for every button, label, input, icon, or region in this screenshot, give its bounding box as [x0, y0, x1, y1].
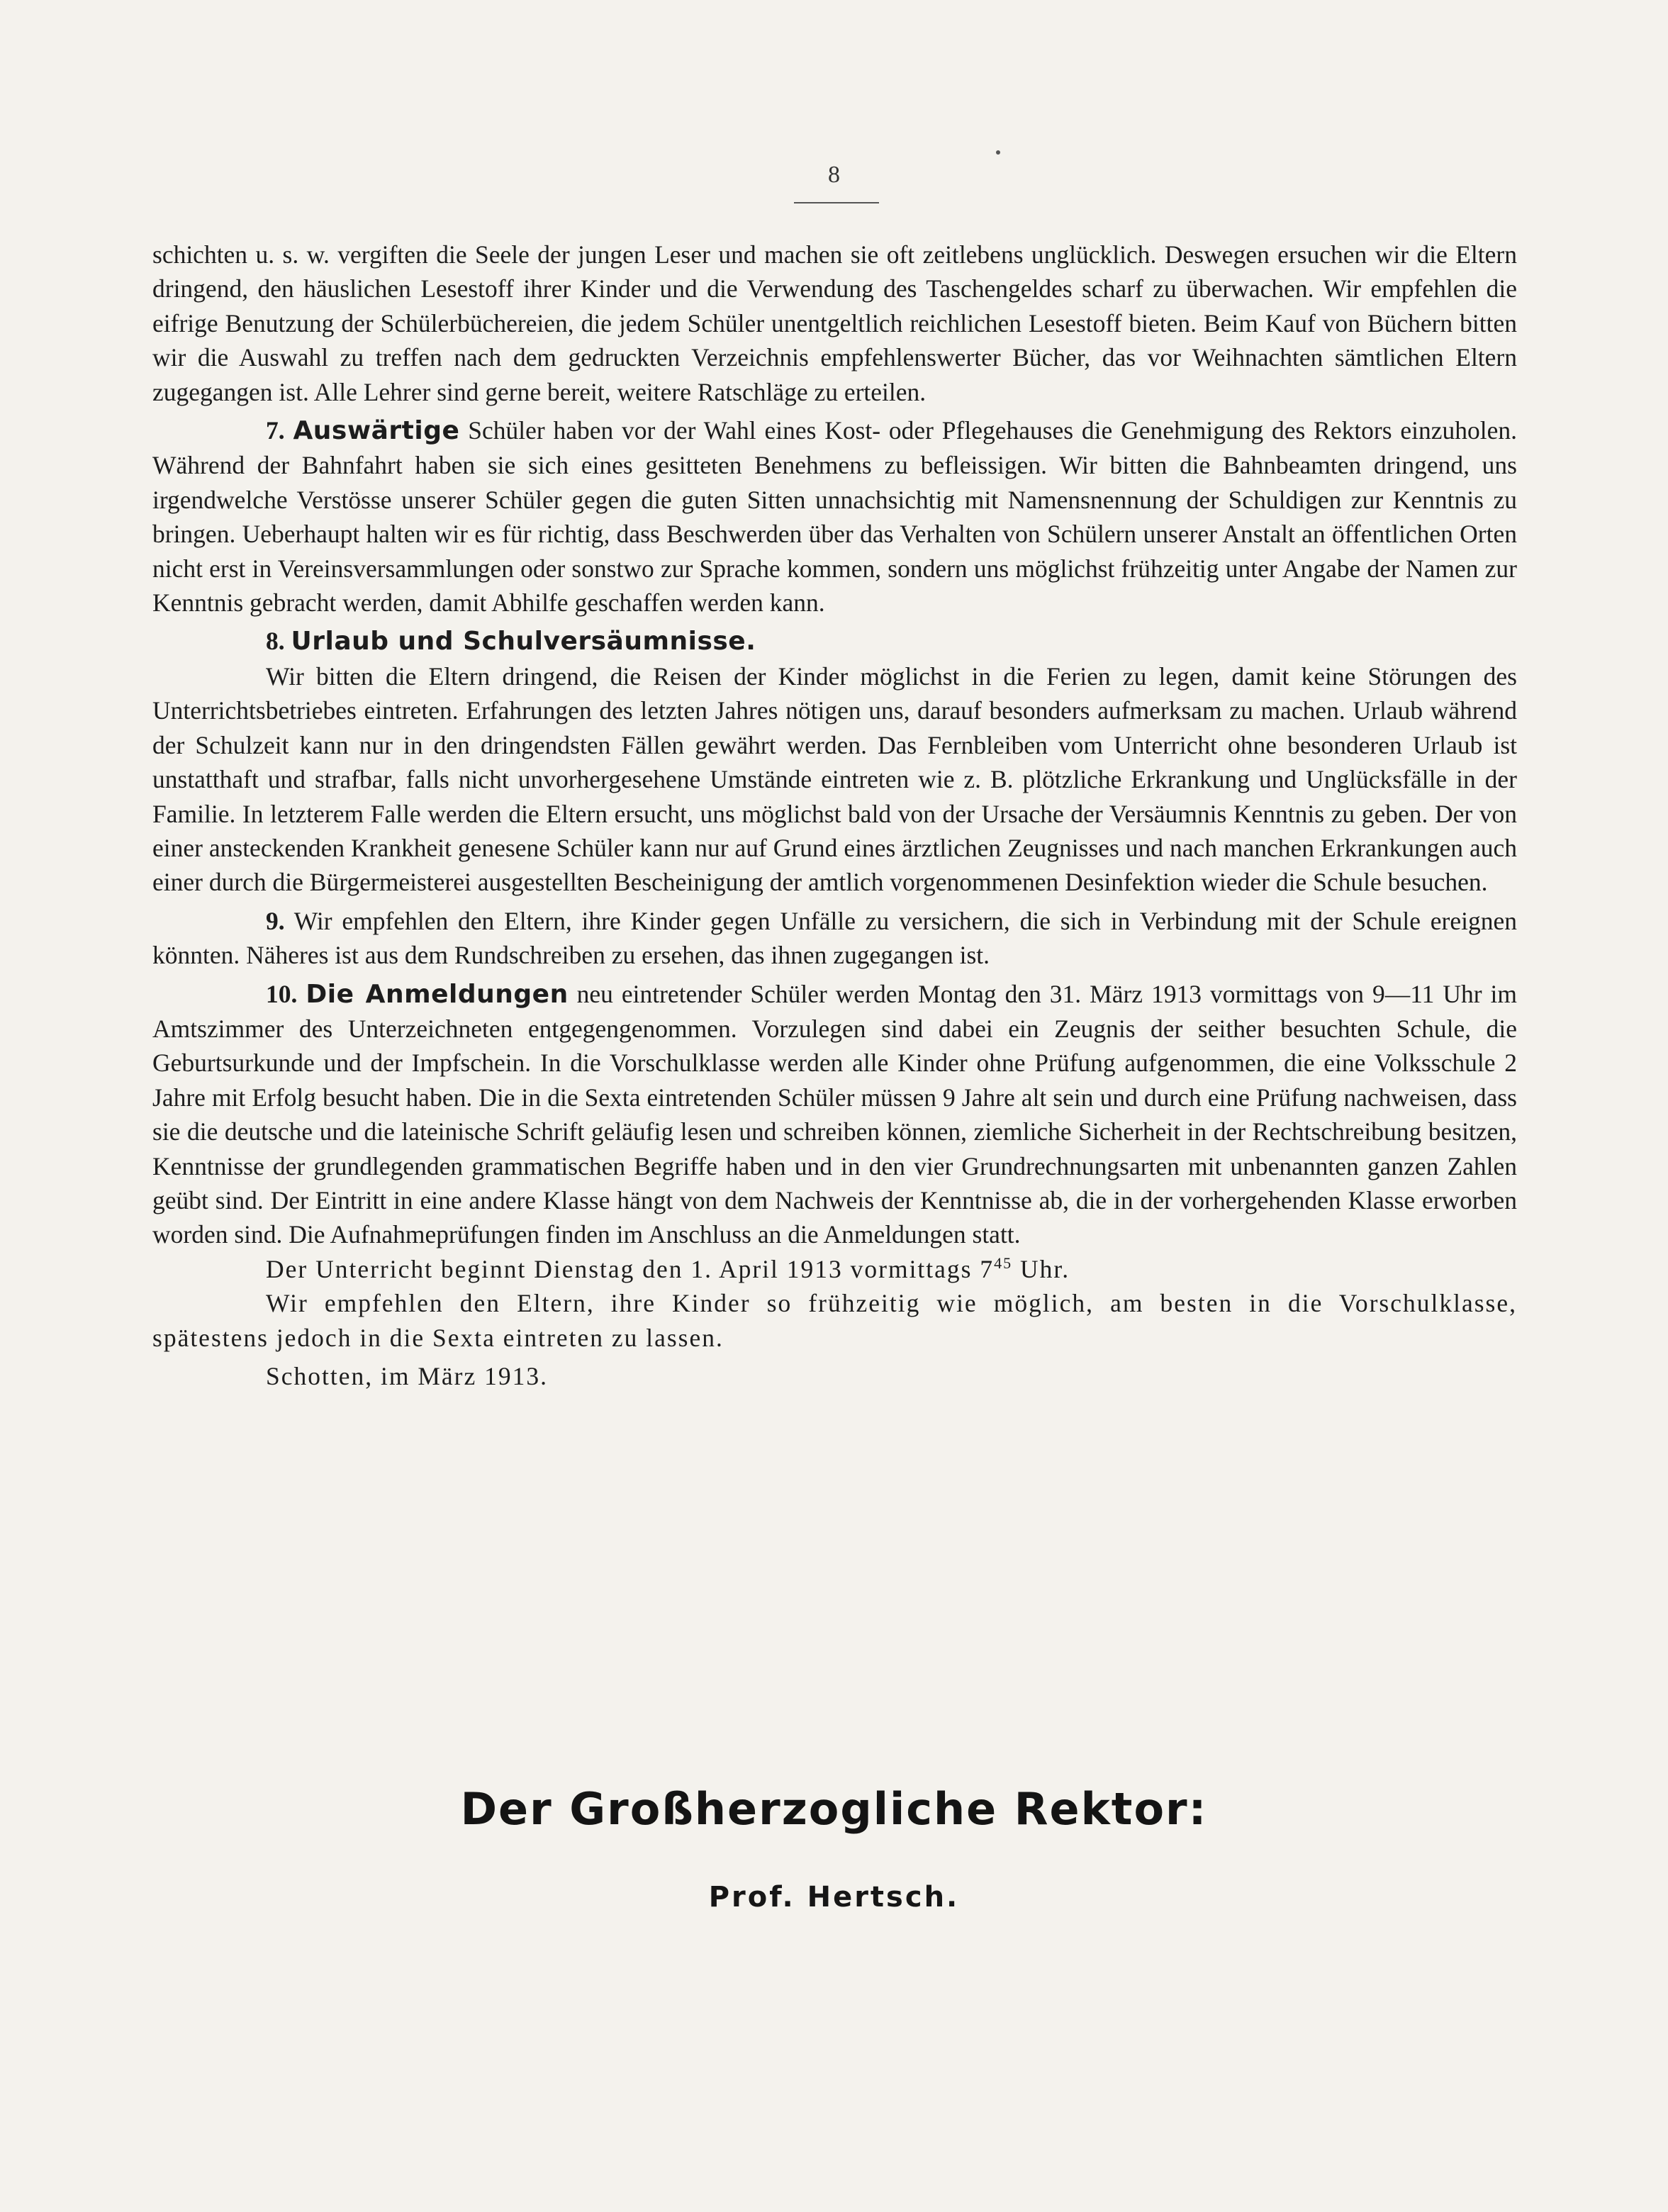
paragraph-6-continued: schichten u. s. w. vergiften die Seele der jungen Leser und machen sie oft zeitlebens unglücklich. Deswegen ersuchen wir die Eltern dringend, den häuslichen Lesestoff ihrer Kinder und die Verwendung des Taschengeldes scharf zu überwachen. Wir empfehlen die eifrige Benutzung der Schülerbüchereien, die jedem Schüler unentgeltlich reichlichen Lesestoff bieten. Beim Kauf von Büchern bitten wir die Auswahl zu treffen nach dem gedruckten Verzeichnis empfehlenswerter Bücher, das vor Weihnachten sämtlichen Eltern zugegangen ist. Alle Lehrer sind gerne bereit, weitere Ratschläge zu erteilen.	[152, 240, 1517, 406]
section-heading-10: Die Anmeldungen	[306, 979, 569, 1009]
paragraph-10-text: neu eintretender Schüler werden Montag den 31. März 1913 vormittags von 9—11 Uhr im Amtszimmer des Unterzeichneten entgegengenommen. Vorzulegen sind dabei ein Zeugnis der seither besuchten Schule, die Geburtsurkunde und der Impfschein. In die Vorschulklasse werden alle Kinder ohne Prüfung aufgenommen, die eine Volksschule 2 Jahre mit Erfolg besucht haben. Die in die Sexta eintretenden Schüler müssen 9 Jahre alt sein und durch eine Prüfung nachweisen, dass sie die deutsche und die lateinische Schrift geläufig lesen und schreiben können, ziemliche Sicherheit in der Rechtschreibung besitzen, Kenntnisse der grundlegenden grammatischen Begriffe haben und in den vier Grundrechnungsarten mit unbenannten ganzen Zahlen geübt sind. Der Eintritt in eine andere Klasse hängt von dem Nachweis der Kenntnisse ab, die in der vorhergehenden Klasse erworben worden sind. Die Aufnahmeprüfungen finden im Anschluss an die Anmeldungen statt.	[152, 979, 1518, 1249]
signature-name: Prof. Hertsch.	[708, 1881, 960, 1914]
paragraph-7	[152, 413, 1517, 620]
signature-title: Der Großherzogliche Rektor:	[460, 1783, 1208, 1835]
paragraph-10	[152, 977, 1517, 1252]
school-start-end: Uhr.	[1012, 1254, 1070, 1283]
page-number-rule	[794, 202, 879, 203]
paragraph-9	[152, 904, 1517, 973]
school-start-text: Der Unterricht beginnt Dienstag den 1. April 1913 vormittags 7	[266, 1254, 995, 1283]
section-number-7: 7.	[266, 416, 285, 445]
section-heading-8: Urlaub und Schulversäumnisse.	[291, 627, 756, 657]
ink-speck	[996, 150, 1000, 155]
paragraph-7-text: Schüler haben vor der Wahl eines Kost- oder Pflegehauses die Genehmigung des Rektors einzuholen. Während der Bahnfahrt haben sie sich eines gesitteten Benehmens zu befleissigen. Wir bitten die Bahnbeamten dringend, uns irgendwelche Verstösse unserer Schüler gegen die guten Sitten unnachsichtig mit Namensnennung der Schuldigen zur Kenntnis zu bringen. Ueberhaupt halten wir es für richtig, dass Beschwerden über das Verhalten von Schülern unserer Anstalt an öffentlichen Orten nicht erst in Vereinsversammlungen oder sonstwo zur Sprache kommen, sondern uns möglichst frühzeitig unter Angabe der Namen zur Kenntnis gebracht werden, damit Abhilfe geschaffen werden kann.	[152, 416, 1517, 618]
place-date: Schotten, im März 1913.	[266, 1362, 548, 1390]
section-number-9: 9.	[266, 906, 285, 935]
paragraph-school-start	[152, 1252, 1517, 1286]
section-heading-7: Auswärtige	[293, 416, 460, 446]
section-number-10: 10.	[266, 979, 298, 1008]
section-heading-8-line	[152, 624, 1517, 659]
paragraph-9-text: Wir empfehlen den Eltern, ihre Kinder gegen Unfälle zu versichern, die sich in Verbindung mit der Schule ereignen könnten. Näheres ist aus dem Rundschreiben zu ersehen, das ihnen zugegangen ist.	[152, 906, 1517, 970]
section-number-8: 8.	[266, 627, 285, 656]
paragraph-8: Wir bitten die Eltern dringend, die Reisen der Kinder möglichst in die Ferien zu legen, damit keine Störungen des Unterrichtsbetriebes eintreten. Erfahrungen des letzten Jahres nötigen uns, darauf besonders aufmerksam zu machen. Urlaub während der Schulzeit kann nur in den dringendsten Fällen gewährt werden. Das Fernbleiben vom Unterricht ohne besonderen Urlaub ist unstatthaft und strafbar, falls nicht unvorhergesehene Umstände eintreten wie z. B. plötzliche Erkrankung und Unglücksfälle in der Familie. In letzterem Falle werden die Eltern ersucht, uns möglichst bald von der Ursache der Versäumnis Kenntnis zu geben. Der von einer ansteckenden Krankheit genesene Schüler kann nur auf Grund eines ärztlichen Zeugnisses und nach manchen Erkrankungen auch einer durch die Bürgermeisterei ausgestellten Bescheinigung der amtlich vorgenommenen Desinfektion wieder die Schule besuchen.	[152, 661, 1517, 897]
school-start-minutes: 45	[994, 1253, 1013, 1272]
paragraph-recommendation: Wir empfehlen den Eltern, ihre Kinder so frühzeitig wie möglich, am besten in die Vorschulklasse, spätestens jedoch in die Sexta eintreten zu lassen.	[152, 1289, 1517, 1352]
body-text	[152, 238, 1517, 1393]
page-number: 8	[828, 162, 840, 188]
